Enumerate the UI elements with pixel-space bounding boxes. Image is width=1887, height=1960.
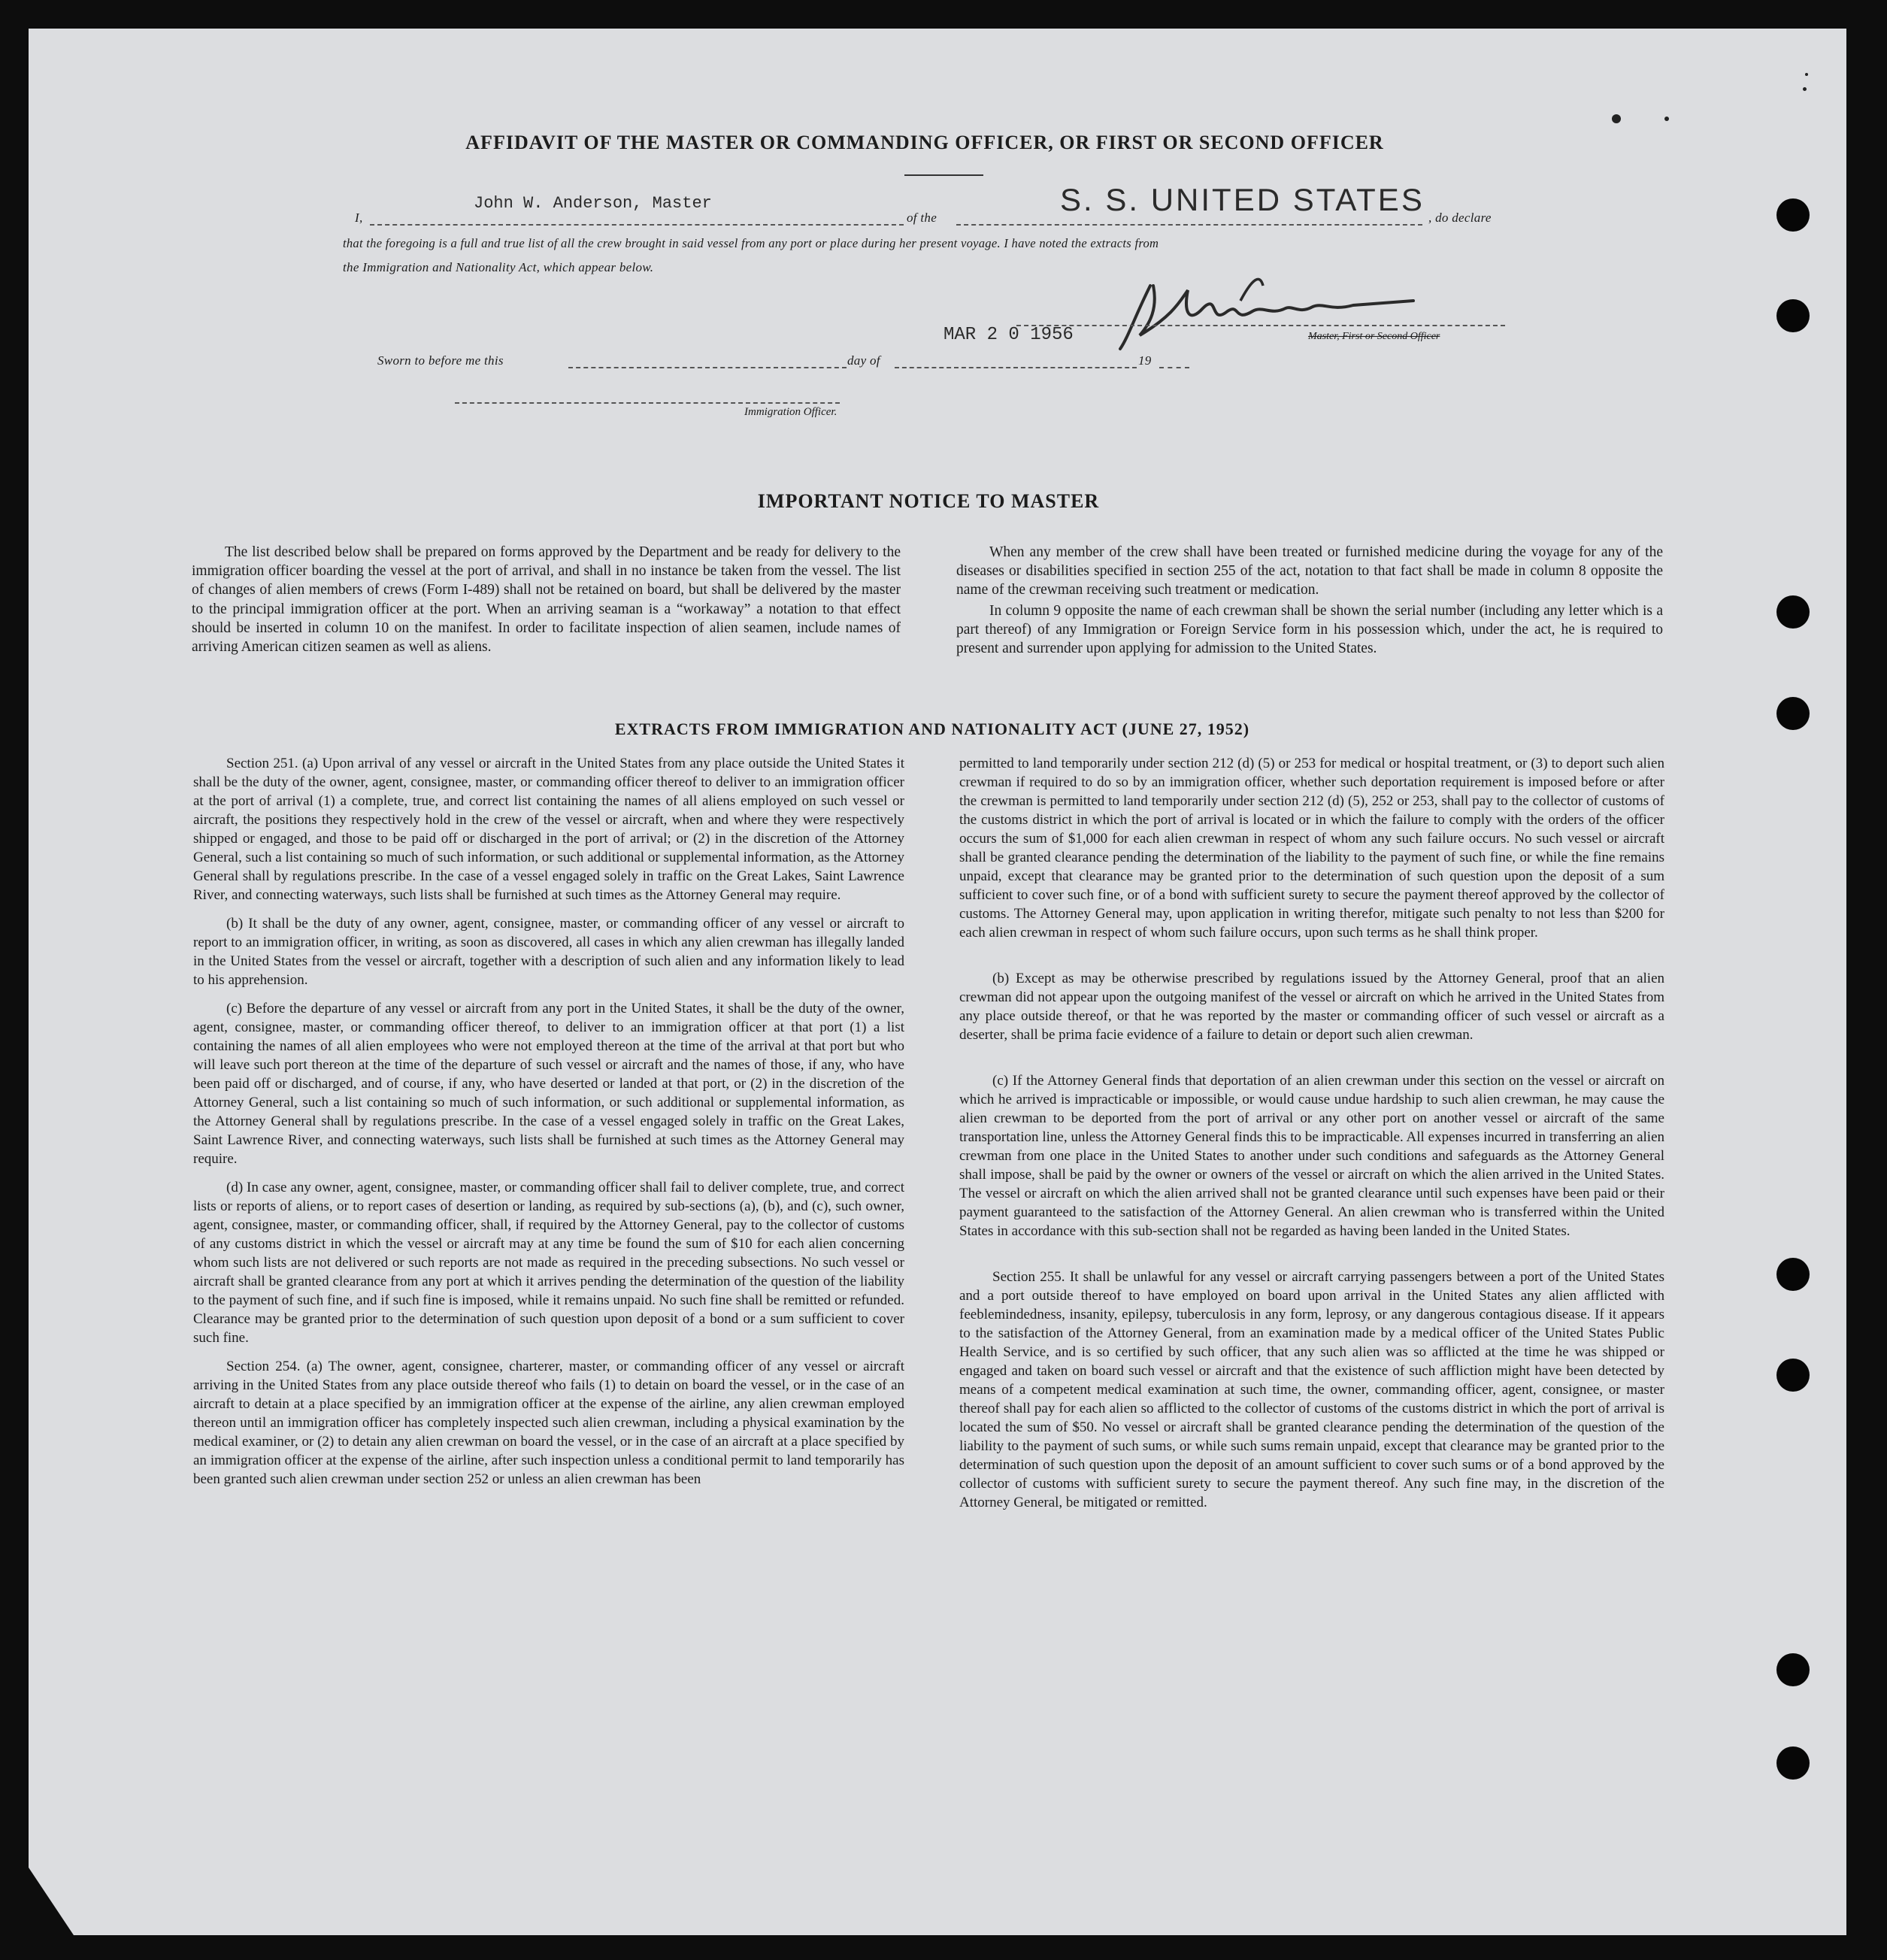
ink-speck [1803, 87, 1807, 91]
master-name: John W. Anderson, Master [474, 194, 712, 213]
vessel-name: S. S. UNITED STATES [1060, 182, 1425, 217]
sworn-day-line [568, 367, 847, 368]
title-rule [904, 174, 983, 176]
section-251-c: (c) Before the departure of any vessel or aircraft from any port in the United States, it shall be the duty of the owner, agent, consignee, master, or commanding officer thereof, to deliver to an immigration officer at that port (1) a list containing the names of all alien employees who were not employed thereon at the time of the arrival at that port but who will leave such port thereon at the time of the departure of such vessel or aircraft and the names of those, if any, who have been paid off or discharged, and of course, if any, who have deserted or landed at that port, or (2) in the discretion of the Attorney General, such a list containing so much of such information, or such additional or supplemental information, as the Attorney General shall by regulations prescribe. In the case of a vessel engaged solely in traffic on the Great Lakes, Saint Lawrence River, and connecting waterways, such lists shall be furnished at such times as the Attorney General may require. [193, 1001, 904, 1167]
notice-right-paragraph-1: When any member of the crew shall have been treated or furnished medicine during the voyage for any of the diseases or disabilities specified in section 255 of the act, notation to that fact shall be made in column 8 opposite the name of the crewman receiving such treatment or medication. [956, 544, 1663, 598]
ink-speck [1664, 117, 1669, 121]
master-name-line [370, 224, 904, 226]
date-stamp: MAR 2 0 1956 [944, 325, 1074, 345]
notice-right-paragraph-2: In column 9 opposite the name of each crewman shall be shown the serial number (including any letter which is a part thereof) of any Immigration or Foreign Service form in his possession which, under the act, he is required to present and surrender upon applying for admission to the United States. [956, 602, 1663, 657]
extracts-left-column [193, 754, 904, 1498]
label-of-the: of the [907, 211, 937, 225]
label-do-declare: , do declare [1428, 211, 1492, 225]
sworn-label: Sworn to before me this [377, 353, 504, 368]
declaration-line-2: the Immigration and Nationality Act, which appear below. [343, 260, 654, 274]
notice-left-column [192, 543, 901, 666]
section-251-d: (d) In case any owner, agent, consignee, master, or commanding officer shall fail to deliver complete, true, and correct lists or reports of aliens, or to report cases of desertion or landing, as required by sub-sections (a), (b), and (c), such owner, agent, consignee, master, or commanding officer, shall, if required by the Attorney General, pay to the collector of customs of any customs district in which the vessel or aircraft may at any time be found the sum of $10 for each alien concerning whom such lists are not delivered or such reports are not made as required in the preceding subsections. No such vessel or aircraft shall be granted clearance from any port at which it arrives pending the determination of the question of the liability to the payment of such fine, and if such fine is imposed, while it remains unpaid. No such fine shall be remitted or refunded. Clearance may be granted prior to the determination of such question upon deposit of a bond or a sum sufficient to cover such fine. [193, 1180, 904, 1346]
section-254-a-cont: permitted to land temporarily under section 212 (d) (5) or 253 for medical or hospital treatment, or (3) to deport such alien crewman if required to do so by an immigration officer, whether such deportation requirement is imposed before or after the crewman is permitted to land temporarily under section 212 (d) (5), 252 or 253, shall pay to the collector of customs of the customs district in which the port of arrival is located or in which the failure to comply with the orders of the officer occurs the sum of $1,000 for each alien crewman in respect of whom any such failure occurs. No such vessel or aircraft shall be granted clearance pending the determination of the liability to the payment of such fine, or while the fine remains unpaid, except that clearance may be granted prior to the determination of such question upon the deposit of a sum sufficient to cover such fine, or of a bond with sufficient surety to secure the payment thereof approved by the collector of customs. The Attorney General may, upon application in writing therefor, mitigate such penalty to not less than $200 for each alien crewman in respect of whom such failure occurs, upon such terms as he shall think proper. [959, 756, 1664, 941]
punch-hole [1776, 697, 1810, 730]
notice-left-paragraph: The list described below shall be prepared on forms approved by the Department and be ready for delivery to the immigration officer boarding the vessel at the port of arrival, and shall in no instance be taken from the vessel. The list of changes of alien members of crews (Form I-489) shall not be retained on board, but shall be delivered by the master to the principal immigration officer at the port. When an arriving seaman is a “workaway” a notation to that effect should be inserted in column 10 on the manifest. In order to facilitate inspection of alien seamen, include names of arriving American citizen seamen as well as aliens. [192, 544, 901, 656]
sworn-year-line [1159, 367, 1189, 368]
punch-hole [1776, 1258, 1810, 1291]
officer-signature-line [455, 402, 840, 404]
officer-label: Immigration Officer. [744, 406, 837, 418]
ink-speck [1612, 114, 1621, 123]
notice-title: IMPORTANT NOTICE TO MASTER [757, 490, 1100, 512]
punch-hole [1776, 1359, 1810, 1392]
ink-speck [1805, 73, 1808, 76]
section-254-c: (c) If the Attorney General finds that deportation of an alien crewman under this section on the vessel or aircraft on which he arrived is impracticable or impossible, or would cause undue hardship to such alien crewman, he may cause the alien crewman to be deported from the port of arrival or any other port on another vessel or aircraft of the same transportation line, unless the Attorney General finds this to be impracticable. All expenses incurred in transferring an alien crewman from one place in the United States to another under such conditions and safeguards as the Attorney General shall impose, shall be paid by the owner or owners of the vessel or aircraft on which the alien arrived in the United States. The vessel or aircraft on which the alien arrived shall not be granted clearance until such expenses have been paid or their payment guaranteed to the satisfaction of the Attorney General. An alien crewman who is transferred within the United States in accordance with this sub-section shall not be regarded as having been landed in the United States. [959, 1073, 1664, 1239]
section-251-b: (b) It shall be the duty of any owner, agent, consignee, master, or commanding officer of any vessel or aircraft to report to an immigration officer, in writing, as soon as discovered, all cases in which any alien crewman has illegally landed in the United States from the vessel or aircraft, together with a description of such alien and any information likely to lead to his apprehension. [193, 916, 904, 988]
vessel-name-line [956, 224, 1422, 226]
punch-hole [1776, 198, 1810, 232]
signature-line [1016, 325, 1505, 326]
section-255: Section 255. It shall be unlawful for any vessel or aircraft carrying passengers between a port of the United States and a port outside thereof to have employed on board upon arrival in the United States any alien afflicted with feeblemindedness, insanity, epilepsy, tuberculosis in any form, leprosy, or any dangerous contagious disease. If it appears to the satisfaction of the Attorney General, from an examination made by a medical officer of the United States Public Health Service, and is so certified by such officer, that any such alien was so afflicted at the time he was shipped or engaged and taken on board such vessel or aircraft and that the existence of such affliction might have been detected by means of a competent medical examination at such time, the owner, commanding officer, agent, consignee, or master thereof shall pay for each alien so afflicted to the collector of customs of the customs district in which the port of arrival is located the sum of $50. No vessel or aircraft shall be granted clearance pending the determination of the question of the liability to the payment of such sums, or while such sums remain unpaid, except that clearance may be granted prior to the determination of such question upon the deposit of an amount sufficient to cover such sums or of a bond approved by the collector of customs with sufficient surety to secure the payment thereof. Any such fine may, in the discretion of the Attorney General, be mitigated or remitted. [959, 1269, 1664, 1510]
extracts-right-column [959, 754, 1664, 1522]
extracts-title: EXTRACTS FROM IMMIGRATION AND NATIONALITY ACT (JUNE 27, 1952) [614, 719, 1250, 738]
section-254-a: Section 254. (a) The owner, agent, consignee, charterer, master, or commanding officer of any vessel or aircraft arriving in the United States from any place outside thereof who fails (1) to detain on board the vessel, or in the case of an aircraft to detain at a place specified by an immigration officer at the expense of the airline, any alien crewman employed thereon until an immigration officer has completely inspected such alien crewman, including a physical examination by the medical examiner, or (2) to detain any alien crewman on board the vessel, or in the case of an aircraft at a place specified by an immigration officer at the expense of the airline, after such inspection unless a conditional permit to land temporarily has been granted such alien crewman under section 252 or unless an alien crewman has been [193, 1359, 904, 1487]
punch-hole [1776, 595, 1810, 629]
year-label: 19 [1138, 353, 1152, 368]
section-251-a: Section 251. (a) Upon arrival of any vessel or aircraft in the United States from any place outside the United States it shall be the duty of the owner, agent, consignee, master, or commanding officer thereof to deliver to an immigration officer at the port of arrival (1) a complete, true, and correct list containing the names of all aliens employed on such vessel or aircraft, the positions they respectively hold in the crew of the vessel or aircraft, when and where they were respectively shipped or engaged, and those to be paid off or discharged in the port of arrival; or (2) in the discretion of the Attorney General, such a list containing so much of such information, or such additional or supplemental information, as the Attorney General shall by regulations prescribe. In the case of a vessel engaged solely in traffic on the Great Lakes, Saint Lawrence River, and connecting waterways, such lists shall be furnished at such times as the Attorney General may require. [193, 756, 904, 903]
affidavit-title: AFFIDAVIT OF THE MASTER OR COMMANDING OFFICER, OR FIRST OR SECOND OFFICER [465, 132, 1384, 153]
section-254-b: (b) Except as may be otherwise prescribed by regulations issued by the Attorney General, proof that an alien crewman did not appear upon the outgoing manifest of the vessel or aircraft on which he arrived in the United States from any place outside thereof, or that he was reported by the master or commanding officer of such vessel or aircraft as a deserter, shall be prima facie evidence of a failure to detain or deport such alien crewman. [959, 971, 1664, 1043]
sworn-month-line [895, 367, 1137, 368]
day-label: day of [847, 353, 880, 368]
label-i: I, [355, 211, 363, 225]
signer-role: Master, First or Second Officer [1308, 331, 1440, 342]
notice-right-column [956, 543, 1663, 668]
punch-hole [1776, 1746, 1810, 1780]
punch-hole [1776, 1653, 1810, 1686]
punch-hole [1776, 299, 1810, 332]
declaration-line-1: that the foregoing is a full and true list of all the crew brought in said vessel from any port or place during her present voyage. I have noted the extracts from [343, 236, 1159, 250]
